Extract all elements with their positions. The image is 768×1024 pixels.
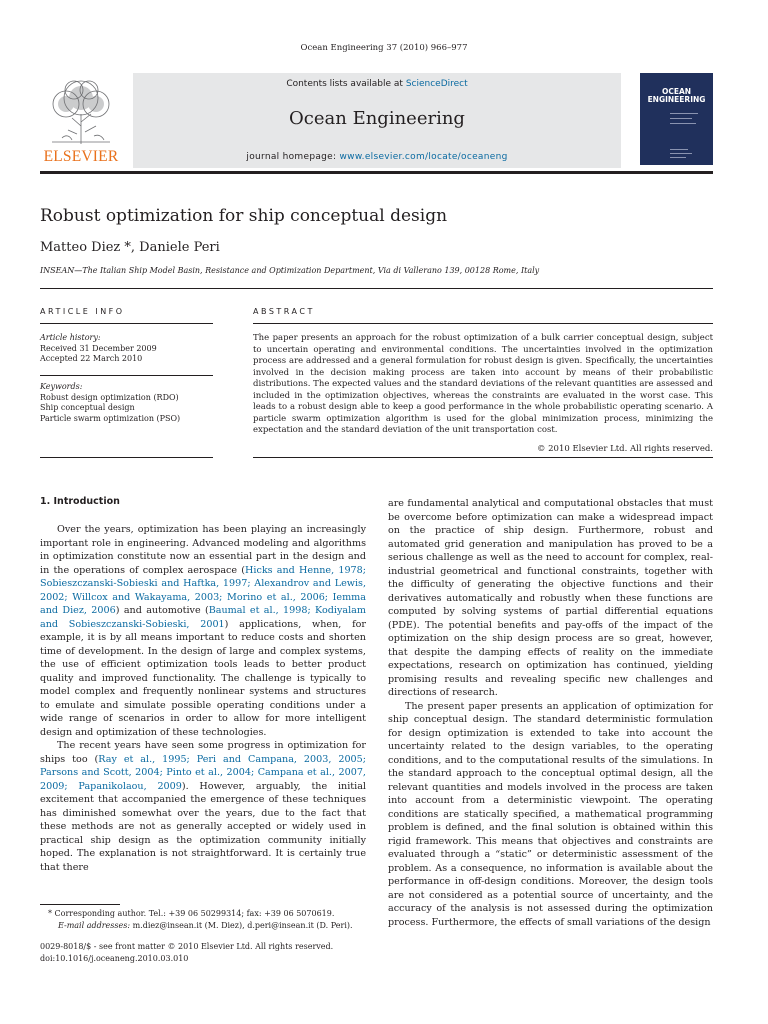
citation-link[interactable]: Hicks and Henne, 1978; Sobieszczanski-Sobieski and Haftka, 1997; Alexandrov and Lewis, 2002; Willcox and Wakayama, 2003; Morino et al., 2006; Iemma and Diez, 2006 xyxy=(40,564,366,616)
section-heading-introduction: 1. Introduction xyxy=(40,496,120,507)
journal-cover-thumbnail xyxy=(640,73,713,165)
keyword: Particle swarm optimization (PSO) xyxy=(40,413,181,423)
abstract-rule xyxy=(253,323,713,324)
journal-title: Ocean Engineering xyxy=(289,108,465,129)
body-right-column xyxy=(388,497,713,929)
body-left-column xyxy=(40,523,366,874)
keyword: Ship conceptual design xyxy=(40,403,135,412)
corresponding-author: * Corresponding author. Tel.: +39 06 50299314; fax: +39 06 5070619. xyxy=(48,909,335,918)
citation-link[interactable]: Baumal et al., 1998; Kodiyalam and Sobieszczanski-Sobieski, 2001 xyxy=(40,605,366,630)
elsevier-tree-icon xyxy=(44,76,118,146)
journal-homepage-link[interactable]: www.elsevier.com/locate/oceaneng xyxy=(339,152,508,162)
intro-paragraph-4: The present paper presents an application of optimization for ship conceptual design. The standard deterministic formulation for design optimization is extended to take into account the uncertainty related to the design variables, to the operating conditions, and to the computational results of the simulations. In the standard approach to the conceptual optimal design, all the relevant quantities and models involved in the process are taken into account from a deterministic viewpoint. The operating conditions are statically specified, a mathematical programming problem is defined, and the final solution is obtained within this rigid framework. This means that objectives and constraints are evaluated through a “static” or deterministic assessment of the problem. As a consequence, no information is available about the performance in off-design conditions. Moreover, the design tools are not considered as a potential source of uncertainty, and the accuracy of the analysis is not assessed during the optimization process. Furthermore, the effects of small variations of the design xyxy=(388,700,713,928)
elsevier-wordmark: ELSEVIER xyxy=(43,148,119,165)
issn-line: 0029-8018/$ - see front matter © 2010 Elsevier Ltd. All rights reserved. xyxy=(40,942,334,951)
cover-title: OCEAN ENGINEERING xyxy=(647,87,706,104)
email-addresses: E-mail addresses: m.diez@insean.it (M. Diez), d.peri@insean.it (D. Peri). xyxy=(58,920,353,930)
homepage-prefix: journal homepage: xyxy=(246,152,340,162)
sciencedirect-link[interactable]: ScienceDirect xyxy=(405,79,468,89)
keywords-block: Keywords: Robust design optimization (RDO) Ship conceptual design Particle swarm optimization (PSO) xyxy=(40,382,181,423)
publication-info xyxy=(40,941,333,964)
history-rule xyxy=(40,375,213,376)
journal-banner xyxy=(133,73,621,168)
footnote xyxy=(40,908,353,931)
paragraph-text: Over the years, optimization has been playing an increasingly important role in engineering. Advanced modeling and algorithms in optimization constitute now an essential part in the design and in the operations of complex aerospace ( xyxy=(40,524,366,576)
paragraph-text: The recent years have seen some progress in optimization for ships too ( xyxy=(40,740,366,765)
paragraph-text: ) applications, when, for example, it is by all means important to reduce costs and shorten time of development. In the design of large and complex systems, the use of efficient optimization tools leads to better product quality and improved functionality. The challenge is typically to model complex and frequently nonlinear systems and structures to emulate and simulate possible operating conditions under a wide range of scenarios in order to allow for more intelligent design and optimization of these technologies. xyxy=(40,618,367,738)
contents-line xyxy=(133,79,621,89)
article-info-rule xyxy=(40,323,213,324)
article-info-heading: ARTICLE INFO xyxy=(40,307,125,316)
article-history: Article history: Received 31 December 2009 Accepted 22 March 2010 xyxy=(40,333,157,363)
contents-prefix: Contents lists available at xyxy=(286,79,406,89)
abstract-text: The paper presents an approach for the robust optimization of a bulk carrier conceptual design, subject to uncertain operating and environmental conditions. The uncertainties involved in the optimization process are addressed and a general formulation for robust design is given. Specifically, the uncertainties involved in the decision making process are taken into account by means of their probabilistic distributions. The expected values and the standard deviations of the relevant quantities are assessed and included in the optimization objectives, whereas the constraints are evaluated in the worst case. This leads to a robust design able to keep a good performance in the whole probabilistic operating scenario. A particle swarm optimization algorithm is used for the global minimization process, minimizing the expectation and the standard deviation of the unit transportation cost. xyxy=(253,333,713,435)
elsevier-logo xyxy=(40,76,122,166)
abstract-bottom-rule xyxy=(253,457,713,458)
article-authors: Matteo Diez *, Daniele Peri xyxy=(40,240,220,255)
title-divider xyxy=(40,288,713,289)
author-affiliation: INSEAN—The Italian Ship Model Basin, Resistance and Optimization Department, Via di Vallerano 139, 00128 Rome, Italy xyxy=(40,266,540,275)
header-divider xyxy=(40,171,713,174)
keyword: Robust design optimization (RDO) xyxy=(40,392,179,402)
intro-paragraph-1 xyxy=(40,523,366,739)
intro-paragraph-2 xyxy=(40,739,366,874)
doi-line: doi:10.1016/j.oceaneng.2010.03.010 xyxy=(40,953,189,963)
citation-link[interactable]: Ray et al., 1995; Peri and Campana, 2003, 2005; Parsons and Scott, 2004; Pinto et al., 2004; Campana et al., 2007, 2009; Papanikolaou, 2009 xyxy=(40,753,366,792)
journal-reference: Ocean Engineering 37 (2010) 966–977 xyxy=(300,43,468,53)
article-title: Robust optimization for ship conceptual design xyxy=(40,206,448,226)
abstract-heading: ABSTRACT xyxy=(253,307,315,316)
footnote-rule xyxy=(40,904,120,905)
homepage-line xyxy=(133,152,621,162)
paragraph-text: ) and automotive ( xyxy=(115,605,209,616)
abstract-copyright: © 2010 Elsevier Ltd. All rights reserved. xyxy=(536,444,713,454)
paragraph-text: ). However, arguably, the initial excitement that accompanied the emergence of these techniques has diminished somewhat over the years, due to the fact that these methods are not as generally accepted or widely used in practical ship design as the optimization community initially hoped. The explanation is not straightforward. It is certainly true that there xyxy=(40,780,366,873)
intro-paragraph-3: are fundamental analytical and computational obstacles that must be overcome before optimization can make a widespread impact on the practice of ship design. Furthermore, robust and automated grid generation and manipulation has proved to be a serious challenge as well as the need to account for complex, real-industrial geometrical and functional constraints, together with the difficulty of generating the objective functions and their derivatives automatically and robustly when these functions are computed by solving systems of partial differential equations (PDE). The potential benefits and pay-offs of the impact of the optimization on the ship design process are so great, however, that despite the damping effects of reality on the immediate expectations, research on optimization has continued, yielding promising results and revealing specific new challenges and directions of research. xyxy=(388,498,713,698)
keywords-rule xyxy=(40,457,213,458)
